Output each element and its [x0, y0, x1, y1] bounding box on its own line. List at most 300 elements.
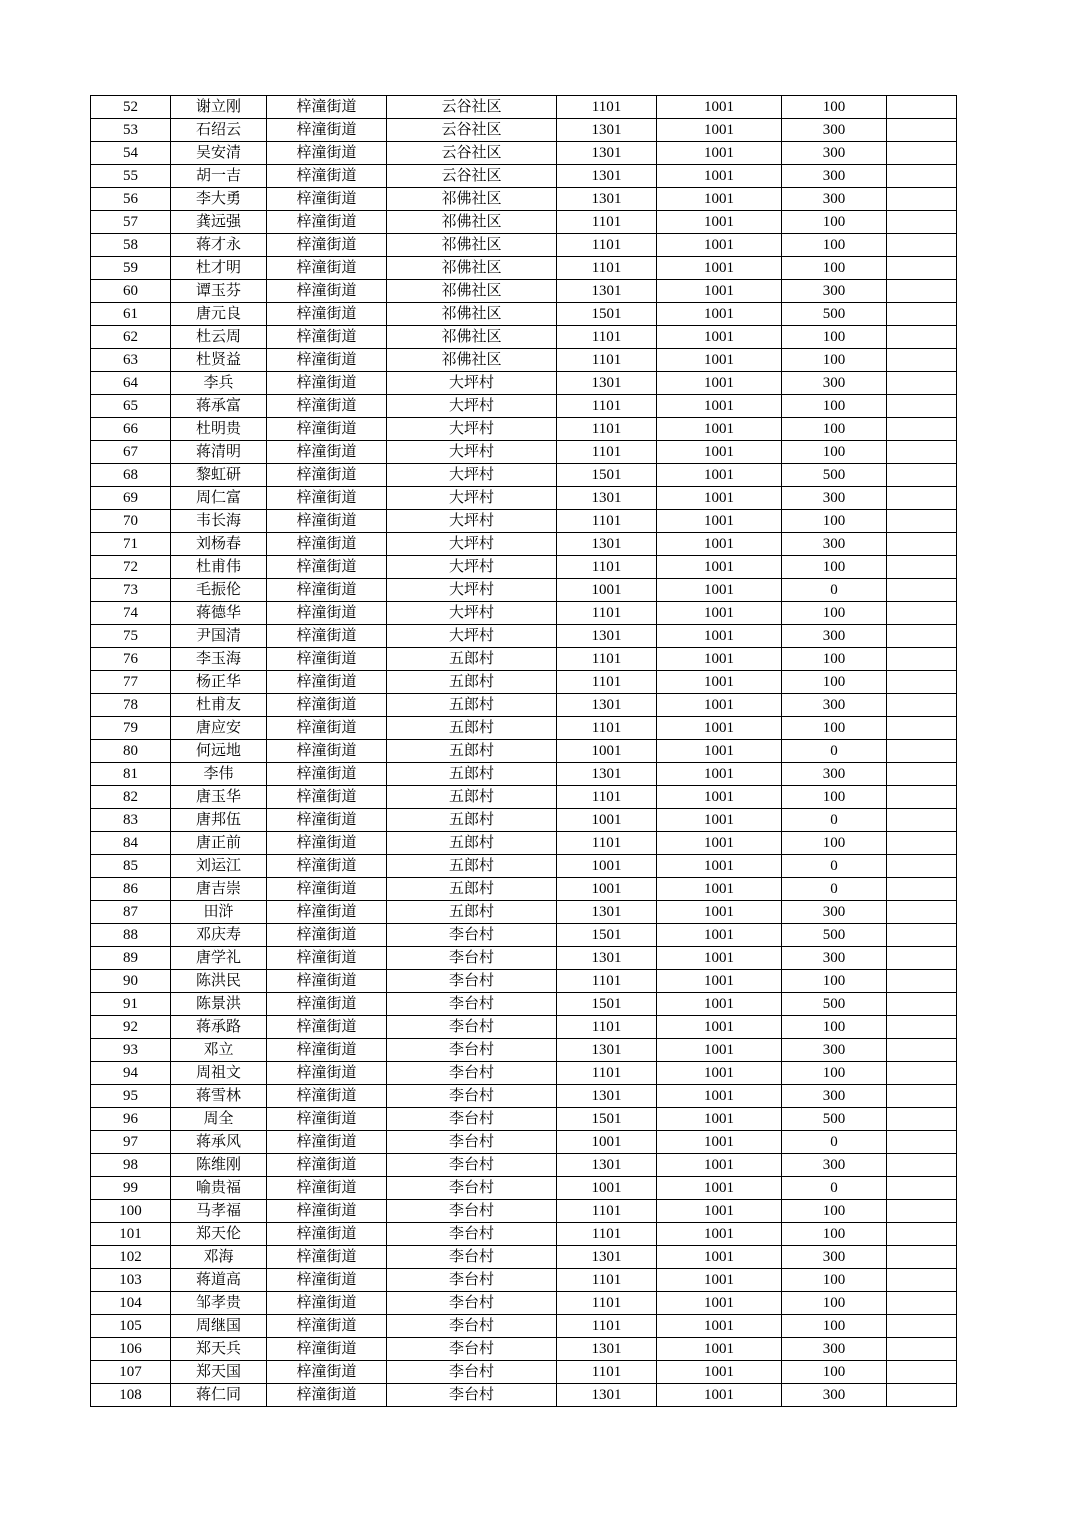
cell-amount2: 1001 [657, 924, 782, 947]
cell-village: 祁佛社区 [387, 211, 557, 234]
cell-street: 梓潼街道 [267, 1085, 387, 1108]
cell-amount3: 0 [782, 855, 887, 878]
cell-blank [887, 1223, 957, 1246]
cell-village: 李台村 [387, 970, 557, 993]
cell-blank [887, 832, 957, 855]
cell-amount2: 1001 [657, 694, 782, 717]
cell-village: 李台村 [387, 1016, 557, 1039]
cell-village: 五郎村 [387, 717, 557, 740]
cell-name: 邓立 [171, 1039, 267, 1062]
cell-village: 李台村 [387, 1269, 557, 1292]
cell-amount1: 1101 [557, 648, 657, 671]
cell-name: 李玉海 [171, 648, 267, 671]
cell-blank [887, 395, 957, 418]
cell-index: 75 [91, 625, 171, 648]
cell-name: 蒋德华 [171, 602, 267, 625]
cell-name: 李大勇 [171, 188, 267, 211]
cell-amount1: 1301 [557, 694, 657, 717]
table-row [91, 947, 957, 970]
cell-amount3: 0 [782, 1131, 887, 1154]
cell-amount1: 1301 [557, 1338, 657, 1361]
cell-blank [887, 119, 957, 142]
cell-blank [887, 1154, 957, 1177]
cell-index: 89 [91, 947, 171, 970]
cell-amount2: 1001 [657, 579, 782, 602]
cell-index: 63 [91, 349, 171, 372]
cell-index: 100 [91, 1200, 171, 1223]
cell-street: 梓潼街道 [267, 809, 387, 832]
cell-amount2: 1001 [657, 441, 782, 464]
cell-blank [887, 1315, 957, 1338]
cell-amount3: 100 [782, 602, 887, 625]
cell-amount3: 100 [782, 234, 887, 257]
cell-street: 梓潼街道 [267, 1039, 387, 1062]
cell-amount1: 1101 [557, 211, 657, 234]
table-row [91, 119, 957, 142]
cell-amount3: 100 [782, 1292, 887, 1315]
cell-name: 郑天兵 [171, 1338, 267, 1361]
table-row [91, 832, 957, 855]
cell-street: 梓潼街道 [267, 901, 387, 924]
cell-name: 蒋清明 [171, 441, 267, 464]
cell-amount2: 1001 [657, 671, 782, 694]
cell-name: 田浒 [171, 901, 267, 924]
cell-name: 周继国 [171, 1315, 267, 1338]
cell-name: 杨正华 [171, 671, 267, 694]
cell-amount1: 1301 [557, 119, 657, 142]
cell-blank [887, 533, 957, 556]
cell-amount2: 1001 [657, 1177, 782, 1200]
cell-village: 李台村 [387, 1315, 557, 1338]
cell-street: 梓潼街道 [267, 786, 387, 809]
cell-amount3: 100 [782, 671, 887, 694]
cell-index: 97 [91, 1131, 171, 1154]
cell-amount2: 1001 [657, 303, 782, 326]
table-row [91, 372, 957, 395]
table-row [91, 717, 957, 740]
cell-blank [887, 671, 957, 694]
table-row [91, 165, 957, 188]
cell-name: 唐学礼 [171, 947, 267, 970]
cell-index: 101 [91, 1223, 171, 1246]
cell-name: 何远地 [171, 740, 267, 763]
cell-amount1: 1101 [557, 970, 657, 993]
cell-amount1: 1301 [557, 142, 657, 165]
cell-amount2: 1001 [657, 1039, 782, 1062]
cell-name: 邹孝贵 [171, 1292, 267, 1315]
cell-amount3: 100 [782, 556, 887, 579]
cell-amount1: 1501 [557, 924, 657, 947]
table-row [91, 1269, 957, 1292]
cell-street: 梓潼街道 [267, 349, 387, 372]
cell-name: 石绍云 [171, 119, 267, 142]
cell-blank [887, 1131, 957, 1154]
cell-amount2: 1001 [657, 280, 782, 303]
cell-blank [887, 372, 957, 395]
cell-blank [887, 1108, 957, 1131]
cell-amount3: 300 [782, 372, 887, 395]
cell-street: 梓潼街道 [267, 924, 387, 947]
cell-amount1: 1101 [557, 786, 657, 809]
cell-village: 李台村 [387, 1131, 557, 1154]
cell-village: 大坪村 [387, 441, 557, 464]
cell-amount3: 100 [782, 1062, 887, 1085]
cell-amount3: 100 [782, 96, 887, 119]
cell-name: 唐应安 [171, 717, 267, 740]
cell-amount2: 1001 [657, 602, 782, 625]
cell-street: 梓潼街道 [267, 234, 387, 257]
table-row [91, 924, 957, 947]
table-row [91, 671, 957, 694]
cell-street: 梓潼街道 [267, 1131, 387, 1154]
cell-amount1: 1301 [557, 280, 657, 303]
cell-index: 62 [91, 326, 171, 349]
cell-village: 大坪村 [387, 395, 557, 418]
cell-amount2: 1001 [657, 418, 782, 441]
cell-amount1: 1101 [557, 395, 657, 418]
table-row [91, 1085, 957, 1108]
cell-name: 蒋承富 [171, 395, 267, 418]
cell-name: 杜甫伟 [171, 556, 267, 579]
cell-street: 梓潼街道 [267, 832, 387, 855]
cell-index: 58 [91, 234, 171, 257]
cell-amount2: 1001 [657, 96, 782, 119]
cell-index: 81 [91, 763, 171, 786]
cell-blank [887, 142, 957, 165]
cell-village: 李台村 [387, 924, 557, 947]
cell-amount2: 1001 [657, 1315, 782, 1338]
cell-amount1: 1101 [557, 234, 657, 257]
table-row [91, 1292, 957, 1315]
cell-amount1: 1501 [557, 993, 657, 1016]
cell-blank [887, 602, 957, 625]
cell-blank [887, 165, 957, 188]
cell-amount3: 300 [782, 1154, 887, 1177]
cell-street: 梓潼街道 [267, 556, 387, 579]
cell-street: 梓潼街道 [267, 602, 387, 625]
cell-blank [887, 763, 957, 786]
cell-amount3: 300 [782, 901, 887, 924]
cell-street: 梓潼街道 [267, 441, 387, 464]
cell-amount3: 100 [782, 1361, 887, 1384]
cell-amount1: 1501 [557, 1108, 657, 1131]
cell-amount3: 100 [782, 1016, 887, 1039]
cell-index: 55 [91, 165, 171, 188]
cell-index: 99 [91, 1177, 171, 1200]
cell-street: 梓潼街道 [267, 1338, 387, 1361]
table-row [91, 418, 957, 441]
cell-amount2: 1001 [657, 970, 782, 993]
cell-blank [887, 1200, 957, 1223]
cell-street: 梓潼街道 [267, 579, 387, 602]
cell-amount1: 1101 [557, 1016, 657, 1039]
cell-name: 唐元良 [171, 303, 267, 326]
cell-blank [887, 740, 957, 763]
cell-index: 94 [91, 1062, 171, 1085]
cell-index: 74 [91, 602, 171, 625]
cell-amount3: 0 [782, 579, 887, 602]
cell-amount3: 100 [782, 1315, 887, 1338]
cell-name: 周仁富 [171, 487, 267, 510]
cell-index: 64 [91, 372, 171, 395]
cell-amount3: 100 [782, 418, 887, 441]
table-row [91, 1200, 957, 1223]
table-row [91, 1131, 957, 1154]
cell-amount2: 1001 [657, 165, 782, 188]
roster-table [90, 95, 957, 1407]
cell-village: 大坪村 [387, 625, 557, 648]
cell-street: 梓潼街道 [267, 878, 387, 901]
cell-amount3: 300 [782, 487, 887, 510]
cell-amount2: 1001 [657, 349, 782, 372]
cell-street: 梓潼街道 [267, 464, 387, 487]
cell-street: 梓潼街道 [267, 96, 387, 119]
table-row [91, 96, 957, 119]
cell-street: 梓潼街道 [267, 993, 387, 1016]
table-row [91, 648, 957, 671]
cell-name: 杜甫友 [171, 694, 267, 717]
cell-village: 五郎村 [387, 763, 557, 786]
cell-amount2: 1001 [657, 142, 782, 165]
cell-amount2: 1001 [657, 1223, 782, 1246]
cell-blank [887, 234, 957, 257]
table-row [91, 1039, 957, 1062]
cell-name: 陈维刚 [171, 1154, 267, 1177]
cell-index: 61 [91, 303, 171, 326]
cell-blank [887, 280, 957, 303]
cell-amount1: 1001 [557, 855, 657, 878]
cell-blank [887, 1039, 957, 1062]
cell-village: 五郎村 [387, 878, 557, 901]
cell-amount3: 100 [782, 257, 887, 280]
cell-blank [887, 901, 957, 924]
cell-blank [887, 1269, 957, 1292]
cell-amount3: 500 [782, 993, 887, 1016]
cell-village: 祁佛社区 [387, 326, 557, 349]
table-row [91, 993, 957, 1016]
cell-amount1: 1301 [557, 1246, 657, 1269]
cell-blank [887, 487, 957, 510]
cell-street: 梓潼街道 [267, 1016, 387, 1039]
cell-amount3: 100 [782, 395, 887, 418]
table-row [91, 142, 957, 165]
cell-amount2: 1001 [657, 1338, 782, 1361]
cell-village: 大坪村 [387, 464, 557, 487]
cell-village: 大坪村 [387, 510, 557, 533]
cell-index: 59 [91, 257, 171, 280]
cell-amount3: 100 [782, 1200, 887, 1223]
cell-village: 祁佛社区 [387, 234, 557, 257]
cell-amount3: 100 [782, 1223, 887, 1246]
cell-blank [887, 418, 957, 441]
table-row [91, 1108, 957, 1131]
cell-index: 108 [91, 1384, 171, 1407]
cell-street: 梓潼街道 [267, 1315, 387, 1338]
cell-index: 83 [91, 809, 171, 832]
cell-index: 98 [91, 1154, 171, 1177]
cell-index: 80 [91, 740, 171, 763]
table-body [91, 96, 957, 1407]
cell-amount3: 500 [782, 924, 887, 947]
table-row [91, 349, 957, 372]
table-row [91, 763, 957, 786]
cell-index: 93 [91, 1039, 171, 1062]
cell-village: 祁佛社区 [387, 349, 557, 372]
cell-amount3: 300 [782, 165, 887, 188]
table-row [91, 625, 957, 648]
table-row [91, 878, 957, 901]
cell-amount3: 500 [782, 303, 887, 326]
table-row [91, 556, 957, 579]
cell-village: 李台村 [387, 1200, 557, 1223]
table-row [91, 740, 957, 763]
cell-amount3: 300 [782, 1384, 887, 1407]
cell-amount2: 1001 [657, 717, 782, 740]
cell-amount1: 1101 [557, 1200, 657, 1223]
table-row [91, 1338, 957, 1361]
cell-amount2: 1001 [657, 556, 782, 579]
cell-name: 郑天伦 [171, 1223, 267, 1246]
cell-village: 李台村 [387, 1039, 557, 1062]
cell-amount2: 1001 [657, 763, 782, 786]
cell-street: 梓潼街道 [267, 395, 387, 418]
cell-blank [887, 717, 957, 740]
cell-amount3: 300 [782, 625, 887, 648]
cell-blank [887, 1016, 957, 1039]
cell-village: 五郎村 [387, 671, 557, 694]
table-row [91, 257, 957, 280]
cell-name: 杜明贵 [171, 418, 267, 441]
cell-amount1: 1001 [557, 1177, 657, 1200]
cell-amount3: 100 [782, 970, 887, 993]
table-row [91, 786, 957, 809]
cell-index: 84 [91, 832, 171, 855]
cell-name: 杜贤益 [171, 349, 267, 372]
cell-street: 梓潼街道 [267, 303, 387, 326]
cell-name: 蒋道高 [171, 1269, 267, 1292]
cell-amount1: 1001 [557, 809, 657, 832]
cell-index: 104 [91, 1292, 171, 1315]
cell-index: 60 [91, 280, 171, 303]
cell-village: 大坪村 [387, 579, 557, 602]
table-row [91, 1315, 957, 1338]
cell-amount3: 300 [782, 1039, 887, 1062]
cell-street: 梓潼街道 [267, 855, 387, 878]
cell-index: 92 [91, 1016, 171, 1039]
cell-amount1: 1101 [557, 717, 657, 740]
cell-amount1: 1301 [557, 165, 657, 188]
cell-amount2: 1001 [657, 1361, 782, 1384]
cell-amount2: 1001 [657, 1246, 782, 1269]
cell-amount3: 100 [782, 786, 887, 809]
cell-blank [887, 924, 957, 947]
cell-street: 梓潼街道 [267, 1384, 387, 1407]
table-row [91, 211, 957, 234]
cell-index: 71 [91, 533, 171, 556]
cell-index: 86 [91, 878, 171, 901]
cell-amount1: 1101 [557, 1292, 657, 1315]
table-row [91, 1177, 957, 1200]
cell-street: 梓潼街道 [267, 648, 387, 671]
cell-amount1: 1101 [557, 1315, 657, 1338]
cell-name: 吴安清 [171, 142, 267, 165]
cell-index: 68 [91, 464, 171, 487]
cell-blank [887, 1085, 957, 1108]
cell-village: 云谷社区 [387, 165, 557, 188]
cell-street: 梓潼街道 [267, 280, 387, 303]
cell-amount3: 0 [782, 809, 887, 832]
cell-blank [887, 188, 957, 211]
cell-index: 72 [91, 556, 171, 579]
cell-blank [887, 211, 957, 234]
cell-amount2: 1001 [657, 993, 782, 1016]
cell-amount2: 1001 [657, 947, 782, 970]
cell-name: 谭玉芬 [171, 280, 267, 303]
cell-amount3: 0 [782, 740, 887, 763]
cell-name: 喻贵福 [171, 1177, 267, 1200]
table-row [91, 234, 957, 257]
cell-street: 梓潼街道 [267, 257, 387, 280]
cell-village: 李台村 [387, 993, 557, 1016]
cell-blank [887, 1246, 957, 1269]
cell-amount2: 1001 [657, 1062, 782, 1085]
cell-village: 祁佛社区 [387, 303, 557, 326]
cell-street: 梓潼街道 [267, 1246, 387, 1269]
cell-village: 李台村 [387, 1292, 557, 1315]
cell-amount2: 1001 [657, 533, 782, 556]
cell-blank [887, 1292, 957, 1315]
cell-blank [887, 694, 957, 717]
cell-village: 李台村 [387, 1085, 557, 1108]
cell-amount3: 100 [782, 510, 887, 533]
cell-amount3: 300 [782, 1085, 887, 1108]
cell-amount1: 1501 [557, 303, 657, 326]
cell-amount3: 100 [782, 326, 887, 349]
cell-amount2: 1001 [657, 1154, 782, 1177]
cell-blank [887, 1177, 957, 1200]
cell-amount3: 500 [782, 464, 887, 487]
cell-index: 52 [91, 96, 171, 119]
cell-street: 梓潼街道 [267, 533, 387, 556]
cell-index: 79 [91, 717, 171, 740]
cell-blank [887, 464, 957, 487]
cell-amount2: 1001 [657, 510, 782, 533]
cell-blank [887, 1338, 957, 1361]
cell-index: 53 [91, 119, 171, 142]
cell-village: 李台村 [387, 1154, 557, 1177]
cell-amount1: 1301 [557, 188, 657, 211]
cell-amount1: 1101 [557, 349, 657, 372]
cell-amount2: 1001 [657, 211, 782, 234]
cell-index: 65 [91, 395, 171, 418]
cell-name: 陈洪民 [171, 970, 267, 993]
cell-amount1: 1301 [557, 533, 657, 556]
cell-amount2: 1001 [657, 487, 782, 510]
cell-blank [887, 970, 957, 993]
cell-street: 梓潼街道 [267, 1269, 387, 1292]
cell-name: 谢立刚 [171, 96, 267, 119]
table-row [91, 855, 957, 878]
table-row [91, 280, 957, 303]
table-row [91, 303, 957, 326]
cell-amount2: 1001 [657, 1131, 782, 1154]
cell-village: 五郎村 [387, 855, 557, 878]
cell-village: 五郎村 [387, 694, 557, 717]
cell-index: 103 [91, 1269, 171, 1292]
cell-amount3: 100 [782, 832, 887, 855]
cell-index: 57 [91, 211, 171, 234]
table-row [91, 1154, 957, 1177]
